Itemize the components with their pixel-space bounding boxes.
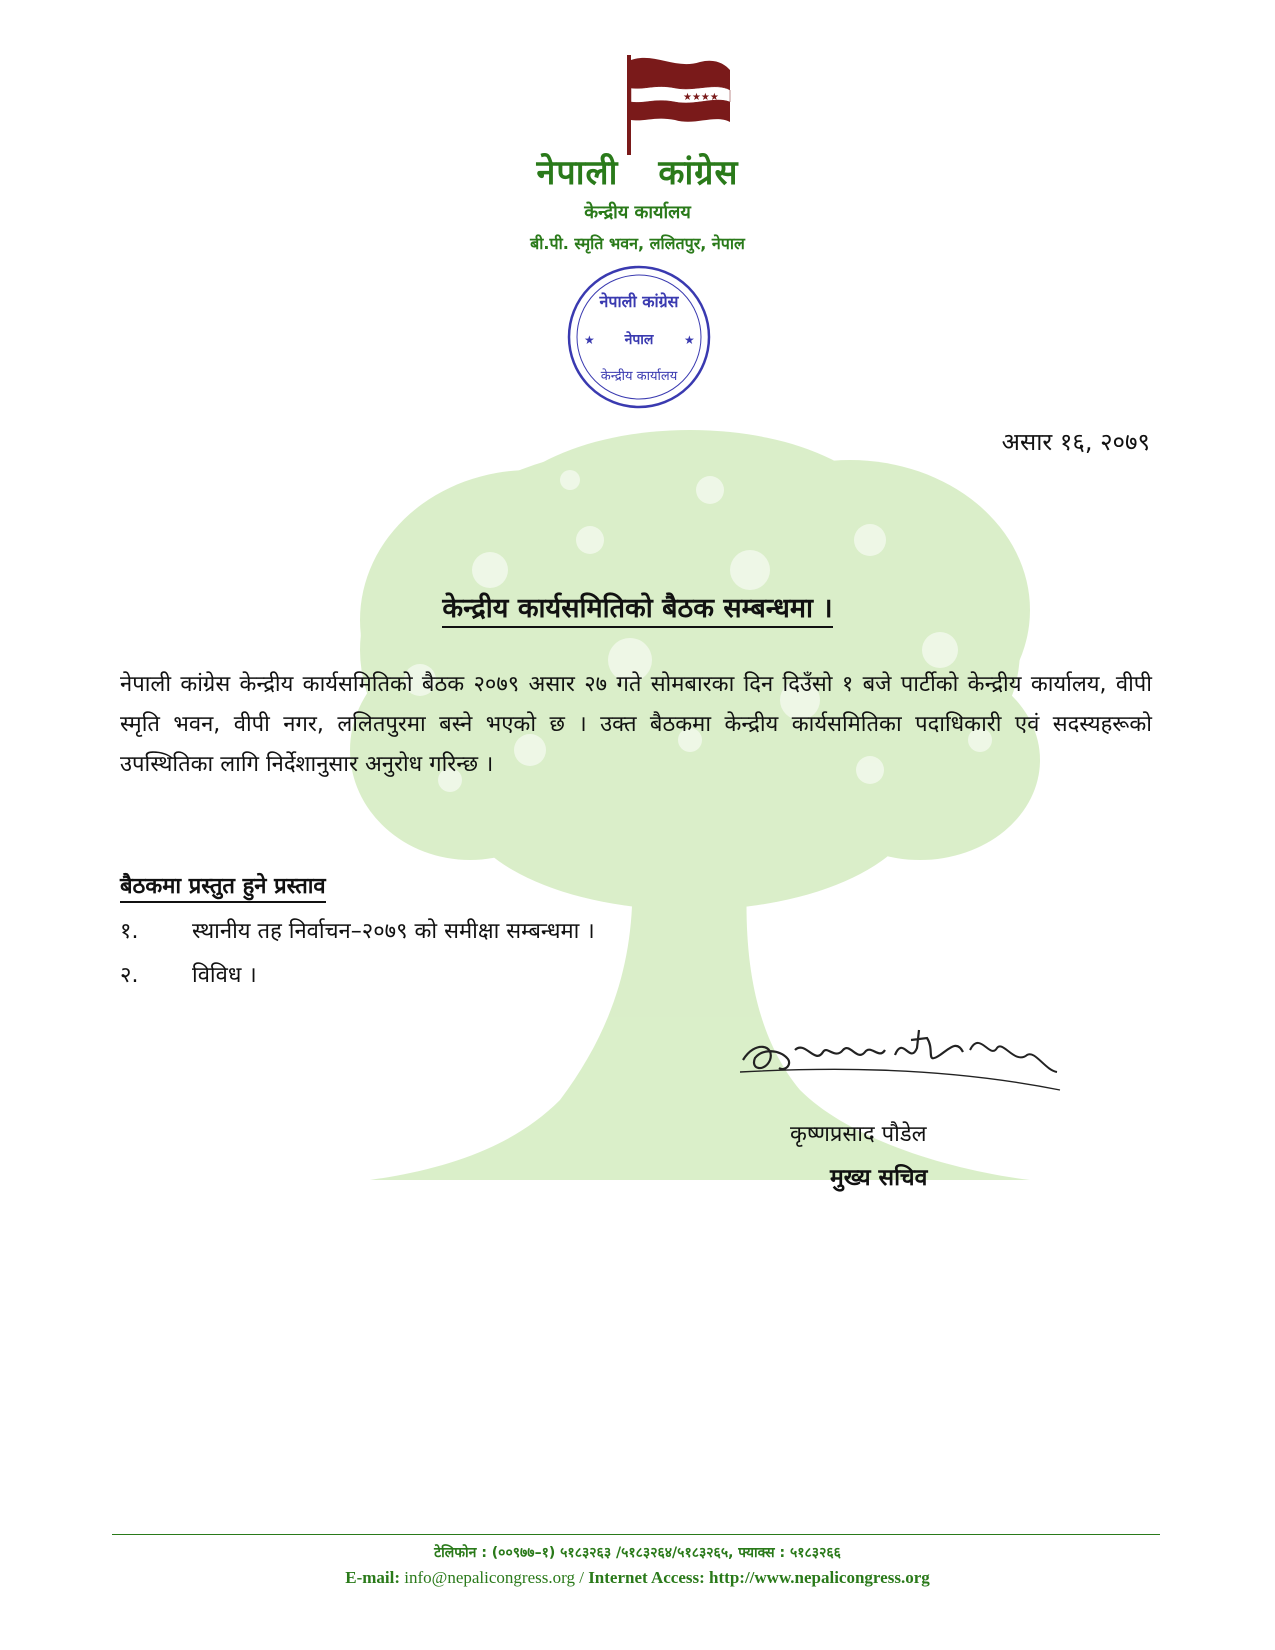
- office-address: बी.पी. स्मृति भवन, ललितपुर, नेपाल: [530, 234, 745, 253]
- handwritten-signature: [735, 1010, 1065, 1100]
- list-item: [120, 915, 595, 959]
- letter-subject: [0, 588, 1275, 625]
- email-link[interactable]: info@nepalicongress.org: [404, 1568, 575, 1587]
- org-name-part1: नेपाली: [536, 153, 619, 193]
- svg-text:★: ★: [584, 333, 595, 347]
- office-name: केन्द्रीय कार्यालय: [584, 202, 691, 223]
- svg-text:नेपाली कांग्रेस: नेपाली कांग्रेस: [599, 292, 679, 311]
- proposals-list: [120, 915, 595, 1003]
- org-name: [0, 148, 1275, 194]
- signatory-title: मुख्य सचिव: [830, 1165, 928, 1191]
- website-link[interactable]: http://www.nepalicongress.org: [709, 1568, 930, 1587]
- item-text: स्थानीय तह निर्वाचन–२०७९ को समीक्षा सम्बन्धमा ।: [192, 919, 595, 944]
- email-label: E-mail:: [345, 1568, 401, 1587]
- item-number: २.: [120, 963, 139, 988]
- svg-text:★: ★: [684, 333, 695, 347]
- item-text: विविध ।: [192, 963, 257, 988]
- proposals-heading: बैठकमा प्रस्तुत हुने प्रस्ताव: [120, 870, 326, 903]
- item-number: १.: [120, 919, 139, 944]
- subject-text: केन्द्रीय कार्यसमितिको बैठक सम्बन्धमा ।: [442, 593, 832, 628]
- party-flag-logo: [625, 50, 735, 160]
- footer-separator: /: [579, 1568, 584, 1587]
- letter-date: असार १६, २०७९: [1001, 428, 1150, 456]
- footer-phone: टेलिफोन : (००९७७–१) ५१८३२६३ /५१८३२६४/५१८३२६५, फ्याक्स : ५१८३२६६: [434, 1545, 841, 1561]
- office-seal: [564, 262, 714, 412]
- letter-body: नेपाली कांग्रेस केन्द्रीय कार्यसमितिको बैठक २०७९ असार २७ गते सोमबारका दिन दिउँसो १ बजे पार्टीको केन्द्रीय कार्यालय, वीपी स्मृति भवन, वीपी नगर, ललितपुरमा बस्ने भएको छ । उक्त बैठकमा केन्द्रीय कार्यसमितिका पदाधिकारी एवं सदस्यहरूको उपस्थितिका लागि निर्देशानुसार अनुरोध गरिन्छ ।: [120, 672, 1152, 777]
- list-item: [120, 959, 595, 1003]
- svg-text:केन्द्रीय कार्यालय: केन्द्रीय कार्यालय: [600, 369, 678, 384]
- footer-contact: [0, 1568, 1275, 1588]
- internet-label: Internet Access:: [588, 1568, 705, 1587]
- svg-text:★★★★: ★★★★: [683, 92, 719, 103]
- svg-text:नेपाल: नेपाल: [624, 332, 654, 348]
- signatory-name: कृष्णप्रसाद पौडेल: [790, 1122, 927, 1147]
- org-name-part2: कांग्रेस: [658, 153, 739, 193]
- footer-divider: [112, 1534, 1160, 1535]
